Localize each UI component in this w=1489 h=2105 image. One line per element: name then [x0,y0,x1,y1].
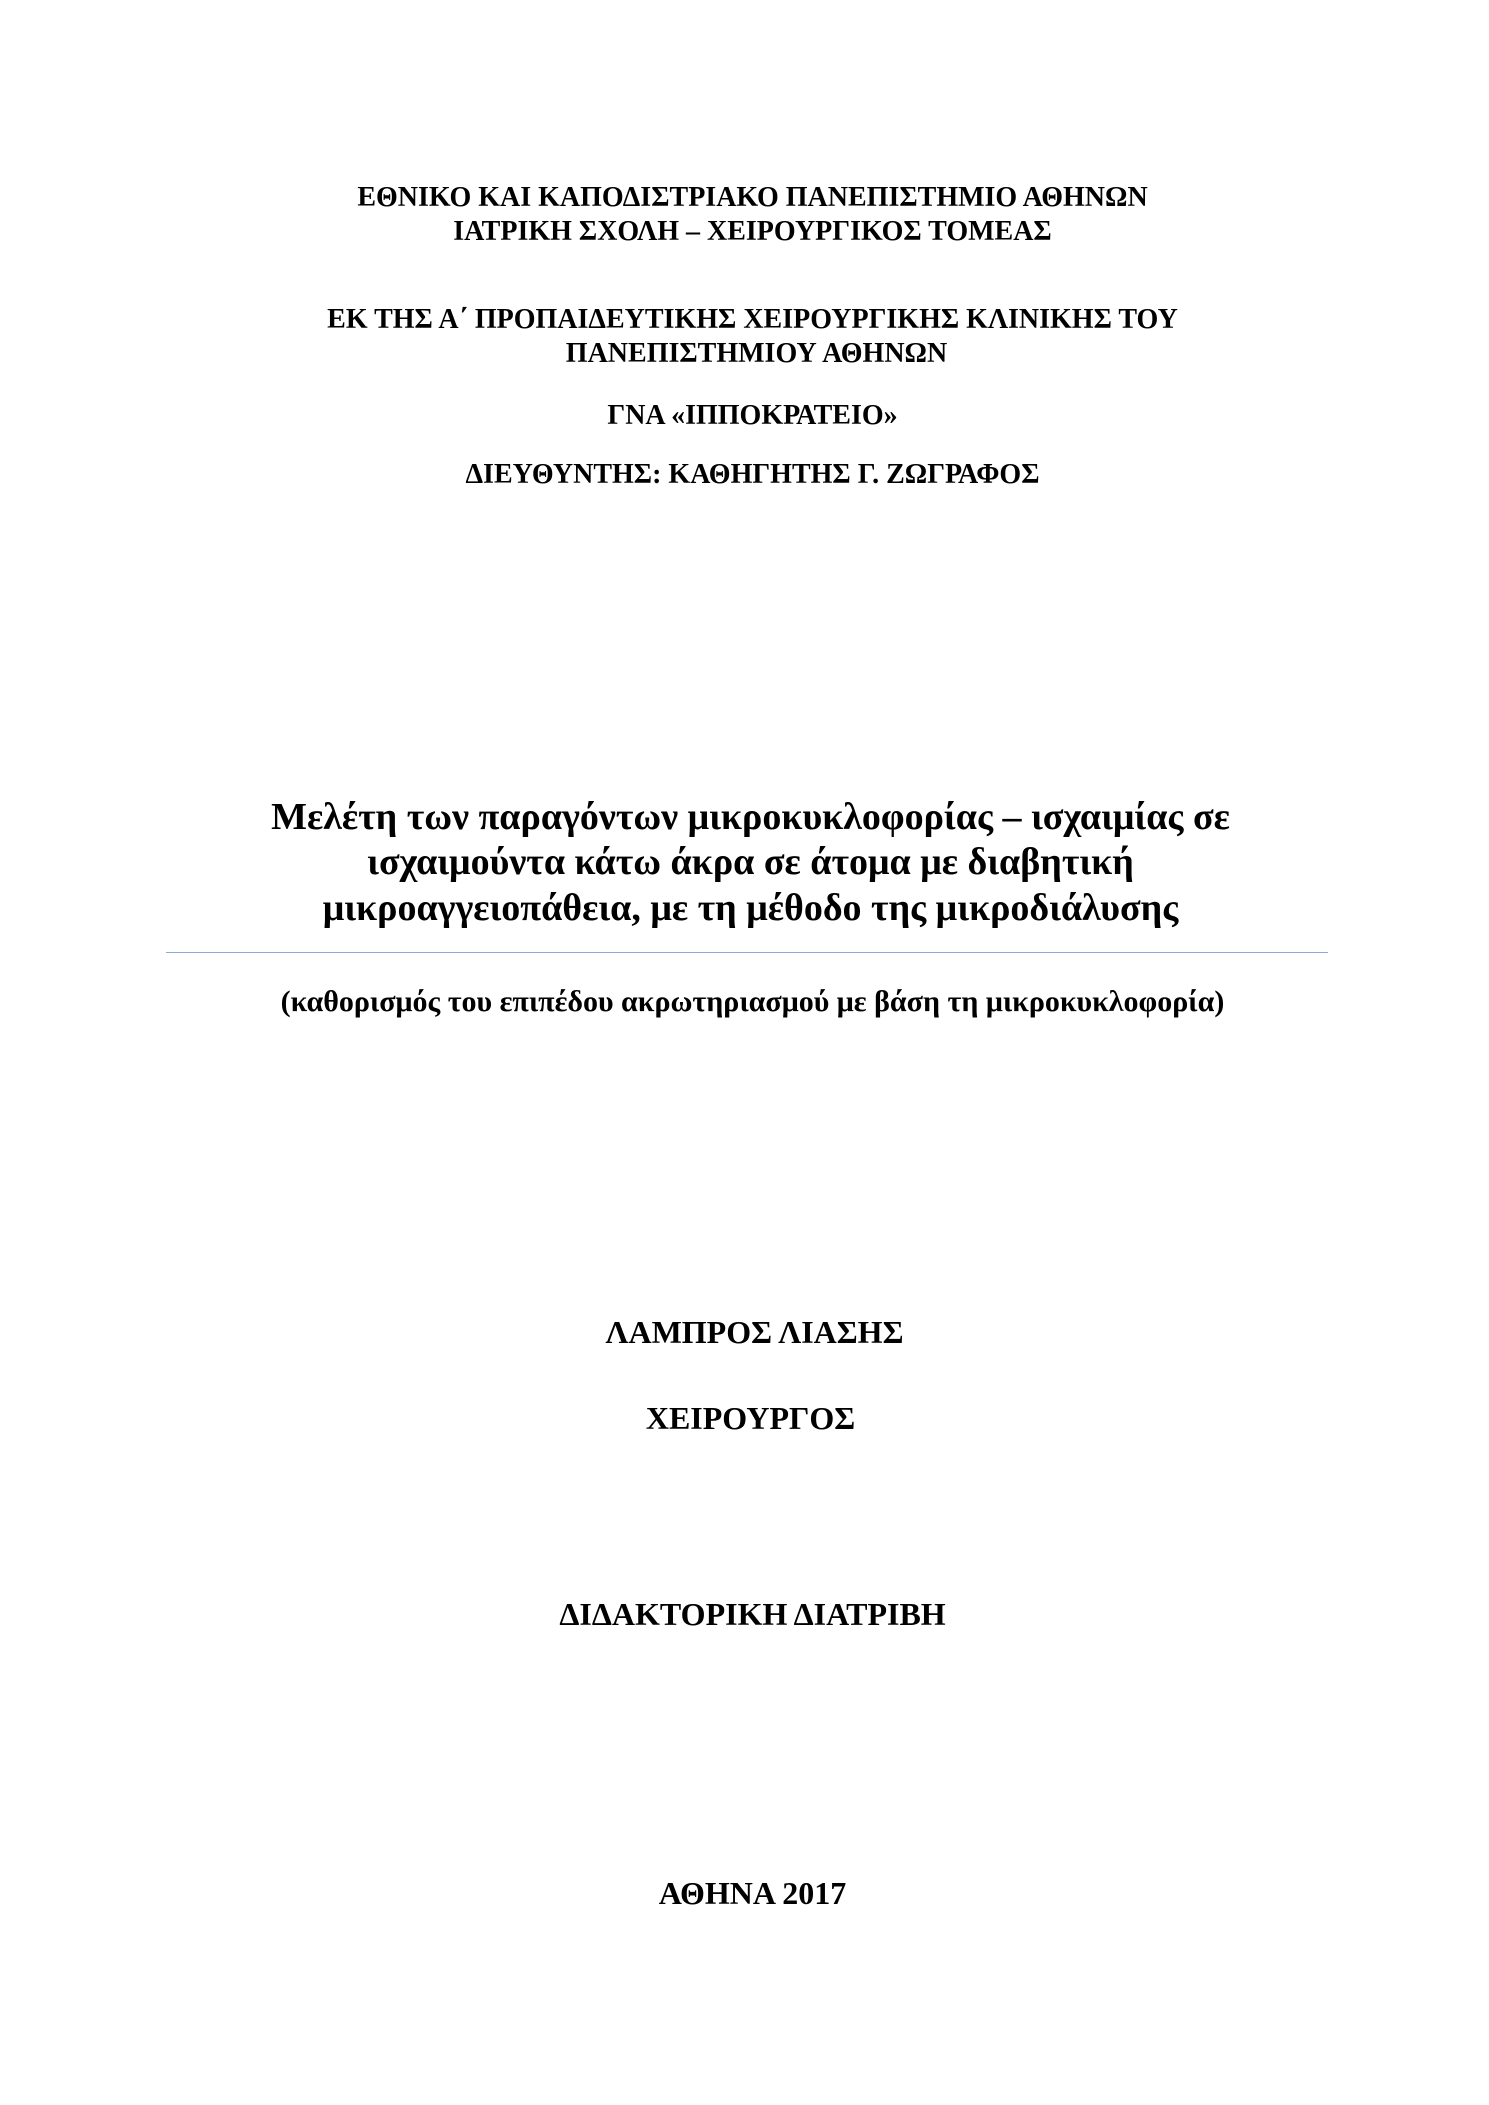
title-divider [166,952,1328,953]
thesis-title-line3: μικροαγγειοπάθεια, με τη μέθοδο της μικροδιάλυσης [322,887,1179,929]
clinic-name-line1: ΕΚ ΤΗΣ Α΄ ΠΡΟΠΑΙΔΕΥΤΙΚΗΣ ΧΕΙΡΟΥΡΓΙΚΗΣ ΚΛΙΝΙΚΗΣ ΤΟΥ [327,304,1178,335]
place-year: ΑΘΗΝΑ 2017 [658,1875,847,1911]
director-line: ΔΙΕΥΘΥΝΤΗΣ: ΚΑΘΗΓΗΤΗΣ Γ. ΖΩΓΡΑΦΟΣ [465,459,1040,490]
thesis-title-line2: ισχαιμούντα κάτω άκρα σε άτομα με διαβητική [367,841,1134,883]
author-profession: ΧΕΙΡΟΥΡΓΟΣ [645,1400,856,1436]
document-type: ΔΙΔΑΚΤΟΡΙΚΗ ΔΙΑΤΡΙΒΗ [559,1596,946,1632]
thesis-title-line1: Μελέτη των παραγόντων μικροκυκλοφορίας – ισχαιμίας σε [271,796,1230,838]
hospital-name: ΓΝΑ «ΙΠΠΟΚΡΑΤΕΙΟ» [607,400,898,431]
clinic-name-line2: ΠΑΝΕΠΙΣΤΗΜΙΟΥ ΑΘΗΝΩΝ [565,338,948,369]
thesis-subtitle: (καθορισμός του επιπέδου ακρωτηριασμού με βάση τη μικροκυκλοφορία) [280,985,1225,1018]
author-name: ΛΑΜΠΡΟΣ ΛΙΑΣΗΣ [605,1314,904,1350]
university-name: ΕΘΝΙΚΟ ΚΑΙ ΚΑΠΟΔΙΣΤΡΙΑΚΟ ΠΑΝΕΠΙΣΤΗΜΙΟ ΑΘΗΝΩΝ [357,182,1148,213]
school-name: ΙΑΤΡΙΚΗ ΣΧΟΛΗ – ΧΕΙΡΟΥΡΓΙΚΟΣ ΤΟΜΕΑΣ [453,216,1052,247]
